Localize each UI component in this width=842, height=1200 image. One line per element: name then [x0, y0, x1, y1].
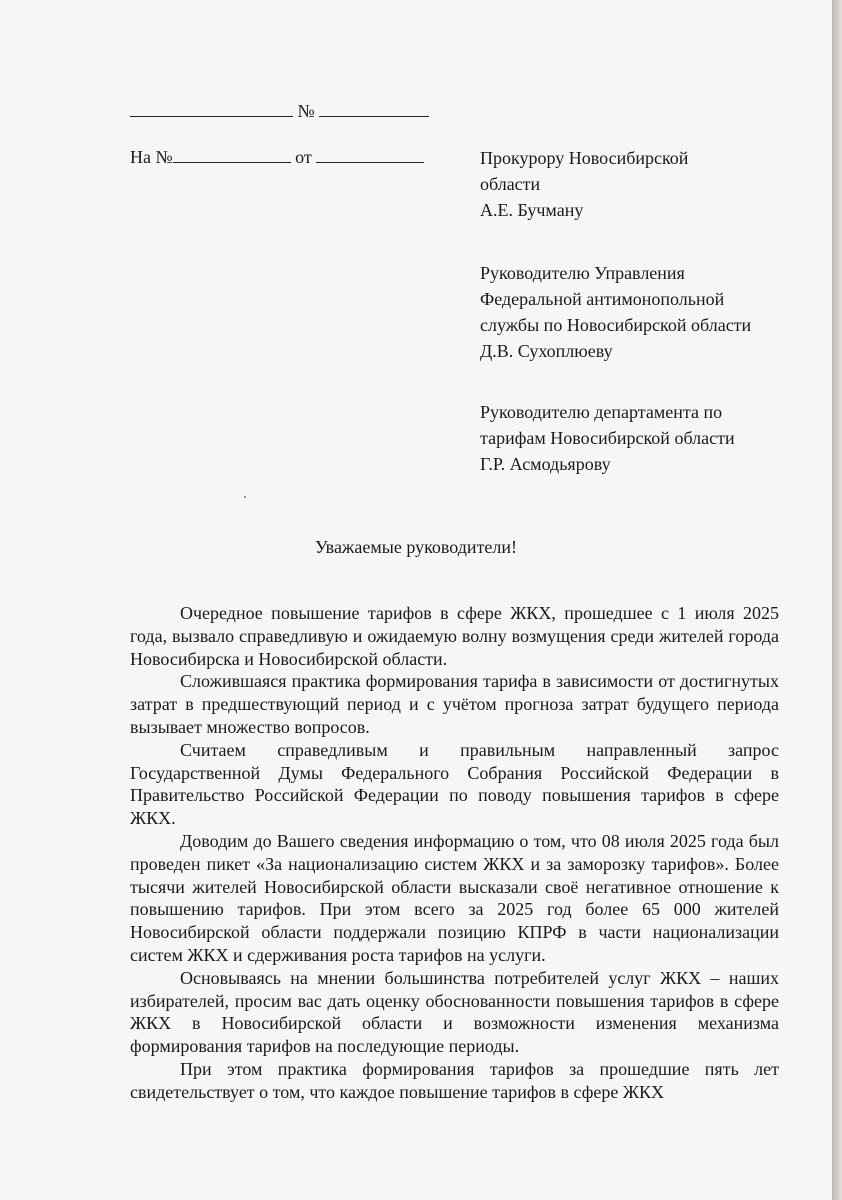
addressee-prosecutor: [480, 145, 688, 223]
number-sign: №: [297, 101, 315, 121]
body-paragraph: При этом практика формирования тарифов за прошедшие пять лет свидетельствует о том, что каждое повышение тарифов в сфере ЖКХ: [130, 1058, 779, 1102]
body-paragraph: Очередное повышение тарифов в сфере ЖКХ, прошедшее с 1 июля 2025 года, вызвало справедливую и ожидаемую волну возмущения среди жителей города Новосибирска и Новосибирской области.: [130, 603, 779, 669]
greeting: Уважаемые руководители!: [314, 537, 518, 557]
addressee-line: Федеральной антимонопольной: [480, 289, 725, 309]
addressee-line: Д.В. Сухоплюеву: [480, 341, 613, 361]
addressee-line: Г.Р. Асмодьярову: [480, 454, 611, 474]
addressee-line: службы по Новосибирской области: [480, 315, 752, 335]
addressee-line: Прокурору Новосибирской: [480, 148, 689, 168]
reply-reference-line: [130, 146, 424, 168]
reply-number-blank: [173, 146, 291, 163]
body-paragraph: Доводим до Вашего сведения информацию о том, что 08 июля 2025 года был проведен пикет «За национализацию систем ЖКХ и за заморозку тарифов». Более тысячи жителей Новосибирской области высказали своё негативное отношение к повышению тарифов. При этом всего за 2025 год более 65 000 жителей Новосибирской области поддержали позицию КПРФ в части национализации систем ЖКХ и сдерживания роста тарифов на услуги.: [130, 830, 779, 965]
body-paragraph: Основываясь на мнении большинства потребителей услуг ЖКХ – наших избирателей, просим вас дать оценку обоснованности повышения тарифов в сфере ЖКХ в Новосибирской области и возможности изменения механизма формирования тарифов на последующие периоды.: [130, 967, 779, 1057]
reply-date-blank: [316, 146, 424, 163]
addressee-line: А.Е. Бучману: [480, 200, 584, 220]
reply-prefix: На №: [130, 147, 173, 167]
page-edge-shadow: [832, 0, 842, 1200]
addressee-line: Руководителю департамента по: [480, 402, 723, 422]
paper-speck: [244, 496, 246, 498]
addressee-line: Руководителю Управления: [480, 263, 685, 283]
body-paragraph: Сложившаяся практика формирования тарифа в зависимости от достигнутых затрат в предшествующий период и с учётом прогноза затрат будущего периода вызывает множество вопросов.: [130, 671, 779, 737]
reply-from-label: от: [295, 147, 312, 167]
date-blank: [130, 100, 293, 117]
letter-body: [130, 602, 779, 1104]
body-paragraph: Считаем справедливым и правильным направленный запрос Государственной Думы Федерального Собрания Российской Федерации в Правительство Российской Федерации по поводу повышения тарифов в сфере ЖКХ.: [130, 739, 779, 829]
addressee-line: области: [480, 174, 541, 194]
addressee-line: тарифам Новосибирской области: [480, 428, 735, 448]
outgoing-number-line: [130, 100, 429, 122]
number-blank: [319, 100, 429, 117]
addressee-antimonopoly: [480, 260, 751, 364]
addressee-tariff-department: [480, 399, 735, 477]
